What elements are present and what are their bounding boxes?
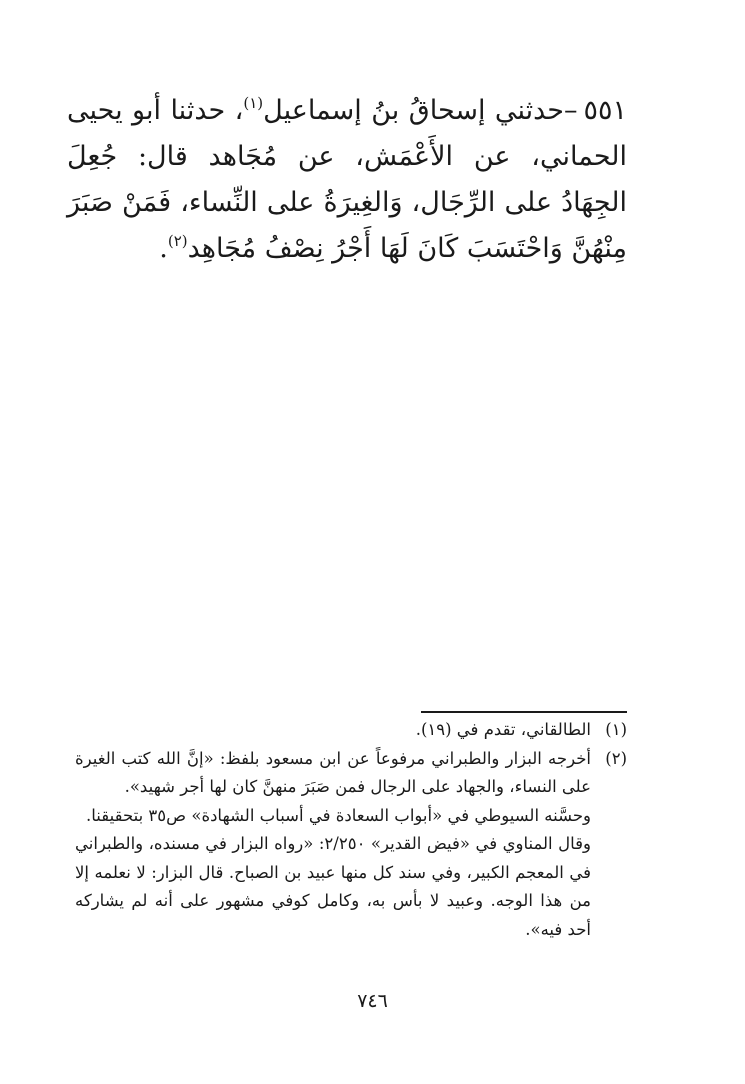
footnote-marker: (٢) xyxy=(605,748,627,768)
footnote-1 xyxy=(75,716,627,745)
footnote-2 xyxy=(75,745,627,945)
hadith-number: ٥٥١ xyxy=(583,95,627,126)
footnote-ref-2[interactable]: (٢) xyxy=(167,232,188,250)
footnote-body xyxy=(75,745,591,945)
footnote-body xyxy=(75,716,591,745)
footnote-paragraph: أخرجه البزار والطبراني مرفوعاً عن ابن مسعود بلفظ: «إنَّ الله كتب الغيرة على النساء، والجهاد على الرجال فمن صَبَرَ منهنَّ كان لها أجر شهيد». xyxy=(75,748,591,796)
footnote-ref-1[interactable]: (١) xyxy=(243,94,264,112)
footnotes-section xyxy=(75,716,627,944)
footnote-paragraph: الطالقاني، تقدم في (١٩). xyxy=(415,720,591,739)
footnote-divider xyxy=(421,711,627,713)
footnote-marker: (١) xyxy=(605,720,627,739)
footnote-paragraph: وحسَّنه السيوطي في «أبواب السعادة في أسباب الشهادة» ص٣٥ بتحقيقنا. xyxy=(86,805,591,825)
hadith-text-start: –حدثني إسحاقُ بنُ إسماعيل xyxy=(263,95,578,126)
footnote-paragraph: وقال المناوي في «فيض القدير» ٢/٢٥٠: «رواه البزار في مسنده، والطبراني في المعجم الكبير، وفي سند كل منها عبيد بن الصباح. قال البزار: لا نعلمه إلا من هذا الوجه. وعبيد لا بأس به، وكامل كوفي مشهور على أنه لم يشاركه أحد فيه». xyxy=(75,834,591,939)
hadith-text-end: . xyxy=(159,233,168,264)
hadith-text-main: ، حدثنا أبو يحيى الحماني، عن الأَعْمَش، عن مُجَاهد قال: جُعِلَ الجِهَادُ على الرِّجَال، وَالغِيرَةُ على النِّساء، فَمَنْ صَبَرَ مِنْهُنَّ وَاحْتَسَبَ كَانَ لَهَا أَجْرُ نِصْفُ مُجَاهِد xyxy=(67,95,627,264)
hadith-paragraph xyxy=(67,88,627,272)
page-number: ٧٤٦ xyxy=(357,990,388,1012)
